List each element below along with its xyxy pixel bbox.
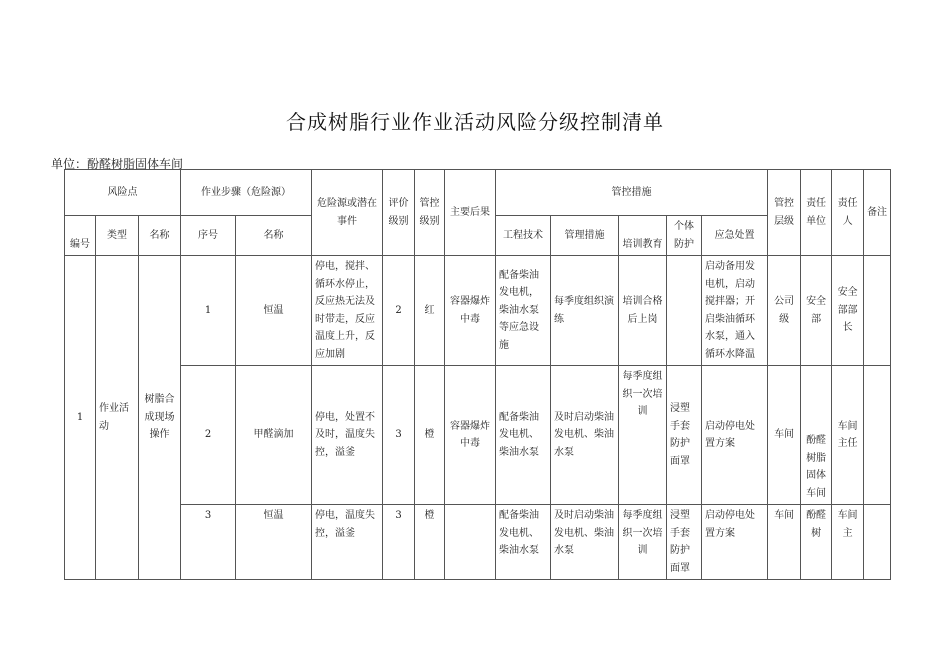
row-eval: 3: [383, 505, 415, 580]
table-row: [65, 505, 891, 580]
row-remark: [864, 505, 891, 580]
row-mgmt-level: 公司级: [768, 256, 801, 366]
row-ppe: 浸塑手套防护面罩: [667, 366, 702, 505]
group-name: 树脂合成现场操作: [139, 256, 181, 580]
table-row: [65, 366, 891, 505]
row-engineering: 配备柴油发电机，柴油水泵等应急设施: [496, 256, 551, 366]
risk-control-table: [64, 169, 891, 580]
row-step: 恒温: [236, 256, 312, 366]
header-consequence: 主要后果: [445, 170, 496, 256]
row-engineering: 配备柴油发电机、柴油水泵: [496, 366, 551, 505]
row-seq: 3: [181, 505, 236, 580]
row-emergency: 启动停电处置方案: [702, 505, 768, 580]
header-management: 管理措施: [551, 216, 619, 256]
header-control-level: 管控级别: [415, 170, 445, 256]
row-management: 及时启动柴油发电机、柴油水泵: [551, 366, 619, 505]
header-hazard: 危险源或潜在事件: [312, 170, 383, 256]
header-measures: 管控措施: [496, 170, 768, 216]
header-step-name: 名称: [236, 216, 312, 256]
row-resp-person: 车间主任: [832, 366, 864, 505]
header-risk-point: 风险点: [65, 170, 181, 216]
row-remark: [864, 366, 891, 505]
header-engineering: 工程技术: [496, 216, 551, 256]
row-resp-person: 车间主: [832, 505, 864, 580]
row-step: 甲醛滴加: [236, 366, 312, 505]
row-remark: [864, 256, 891, 366]
header-seq: 序号: [181, 216, 236, 256]
row-ppe: [667, 256, 702, 366]
row-management: 每季度组织演练: [551, 256, 619, 366]
row-consequence: 容器爆炸中毒: [445, 256, 496, 366]
header-mgmt-level: 管控层级: [768, 170, 801, 256]
row-emergency: 启动停电处置方案: [702, 366, 768, 505]
row-emergency: 启动备用发电机，启动搅拌器；开启柴油循环水泵，通入循环水降温: [702, 256, 768, 366]
header-training: 培训教育: [619, 216, 667, 256]
row-resp-unit: 酚醛树: [801, 505, 832, 580]
row-control: 橙: [415, 366, 445, 505]
header-emergency: 应急处置: [702, 216, 768, 256]
row-hazard: 停电，处置不及时，温度失控，溢釜: [312, 366, 383, 505]
header-eval-level: 评价级别: [383, 170, 415, 256]
header-remark: 备注: [864, 170, 891, 256]
header-ppe: 个体防护: [667, 216, 702, 256]
row-hazard: 停电，温度失控，溢釜: [312, 505, 383, 580]
row-eval: 3: [383, 366, 415, 505]
row-resp-unit: 酚醛树脂固体车间: [801, 366, 832, 505]
row-control: 红: [415, 256, 445, 366]
row-resp-person: 安全部部长: [832, 256, 864, 366]
row-seq: 2: [181, 366, 236, 505]
row-mgmt-level: 车间: [768, 505, 801, 580]
header-work-steps: 作业步骤（危险源）: [181, 170, 312, 216]
row-training: 每季度组织一次培训: [619, 366, 667, 505]
row-consequence: [445, 505, 496, 580]
row-control: 橙: [415, 505, 445, 580]
row-resp-unit: 安全部: [801, 256, 832, 366]
page-title: 合成树脂行业作业活动风险分级控制清单: [286, 110, 664, 134]
header-name: 名称: [139, 216, 181, 256]
group-type: 作业活动: [96, 256, 139, 580]
unit-label: 单位：酚醛树脂固体车间: [51, 157, 184, 171]
table-row: [65, 256, 891, 366]
row-training: 每季度组织一次培训: [619, 505, 667, 580]
row-mgmt-level: 车间: [768, 366, 801, 505]
row-engineering: 配备柴油发电机、柴油水泵: [496, 505, 551, 580]
group-no: 1: [65, 256, 96, 580]
header-resp-unit: 责任单位: [801, 170, 832, 256]
row-consequence: 容器爆炸中毒: [445, 366, 496, 505]
row-eval: 2: [383, 256, 415, 366]
header-type: 类型: [96, 216, 139, 256]
row-training: 培训合格后上岗: [619, 256, 667, 366]
row-management: 及时启动柴油发电机、柴油水泵: [551, 505, 619, 580]
header-no: 编号: [65, 216, 96, 256]
header-row-1: [65, 170, 891, 216]
header-resp-person: 责任人: [832, 170, 864, 256]
row-ppe: 浸塑手套防护面罩: [667, 505, 702, 580]
row-hazard: 停电，搅拌、循环水停止，反应热无法及时带走，反应温度上升，反应加剧: [312, 256, 383, 366]
row-step: 恒温: [236, 505, 312, 580]
row-seq: 1: [181, 256, 236, 366]
